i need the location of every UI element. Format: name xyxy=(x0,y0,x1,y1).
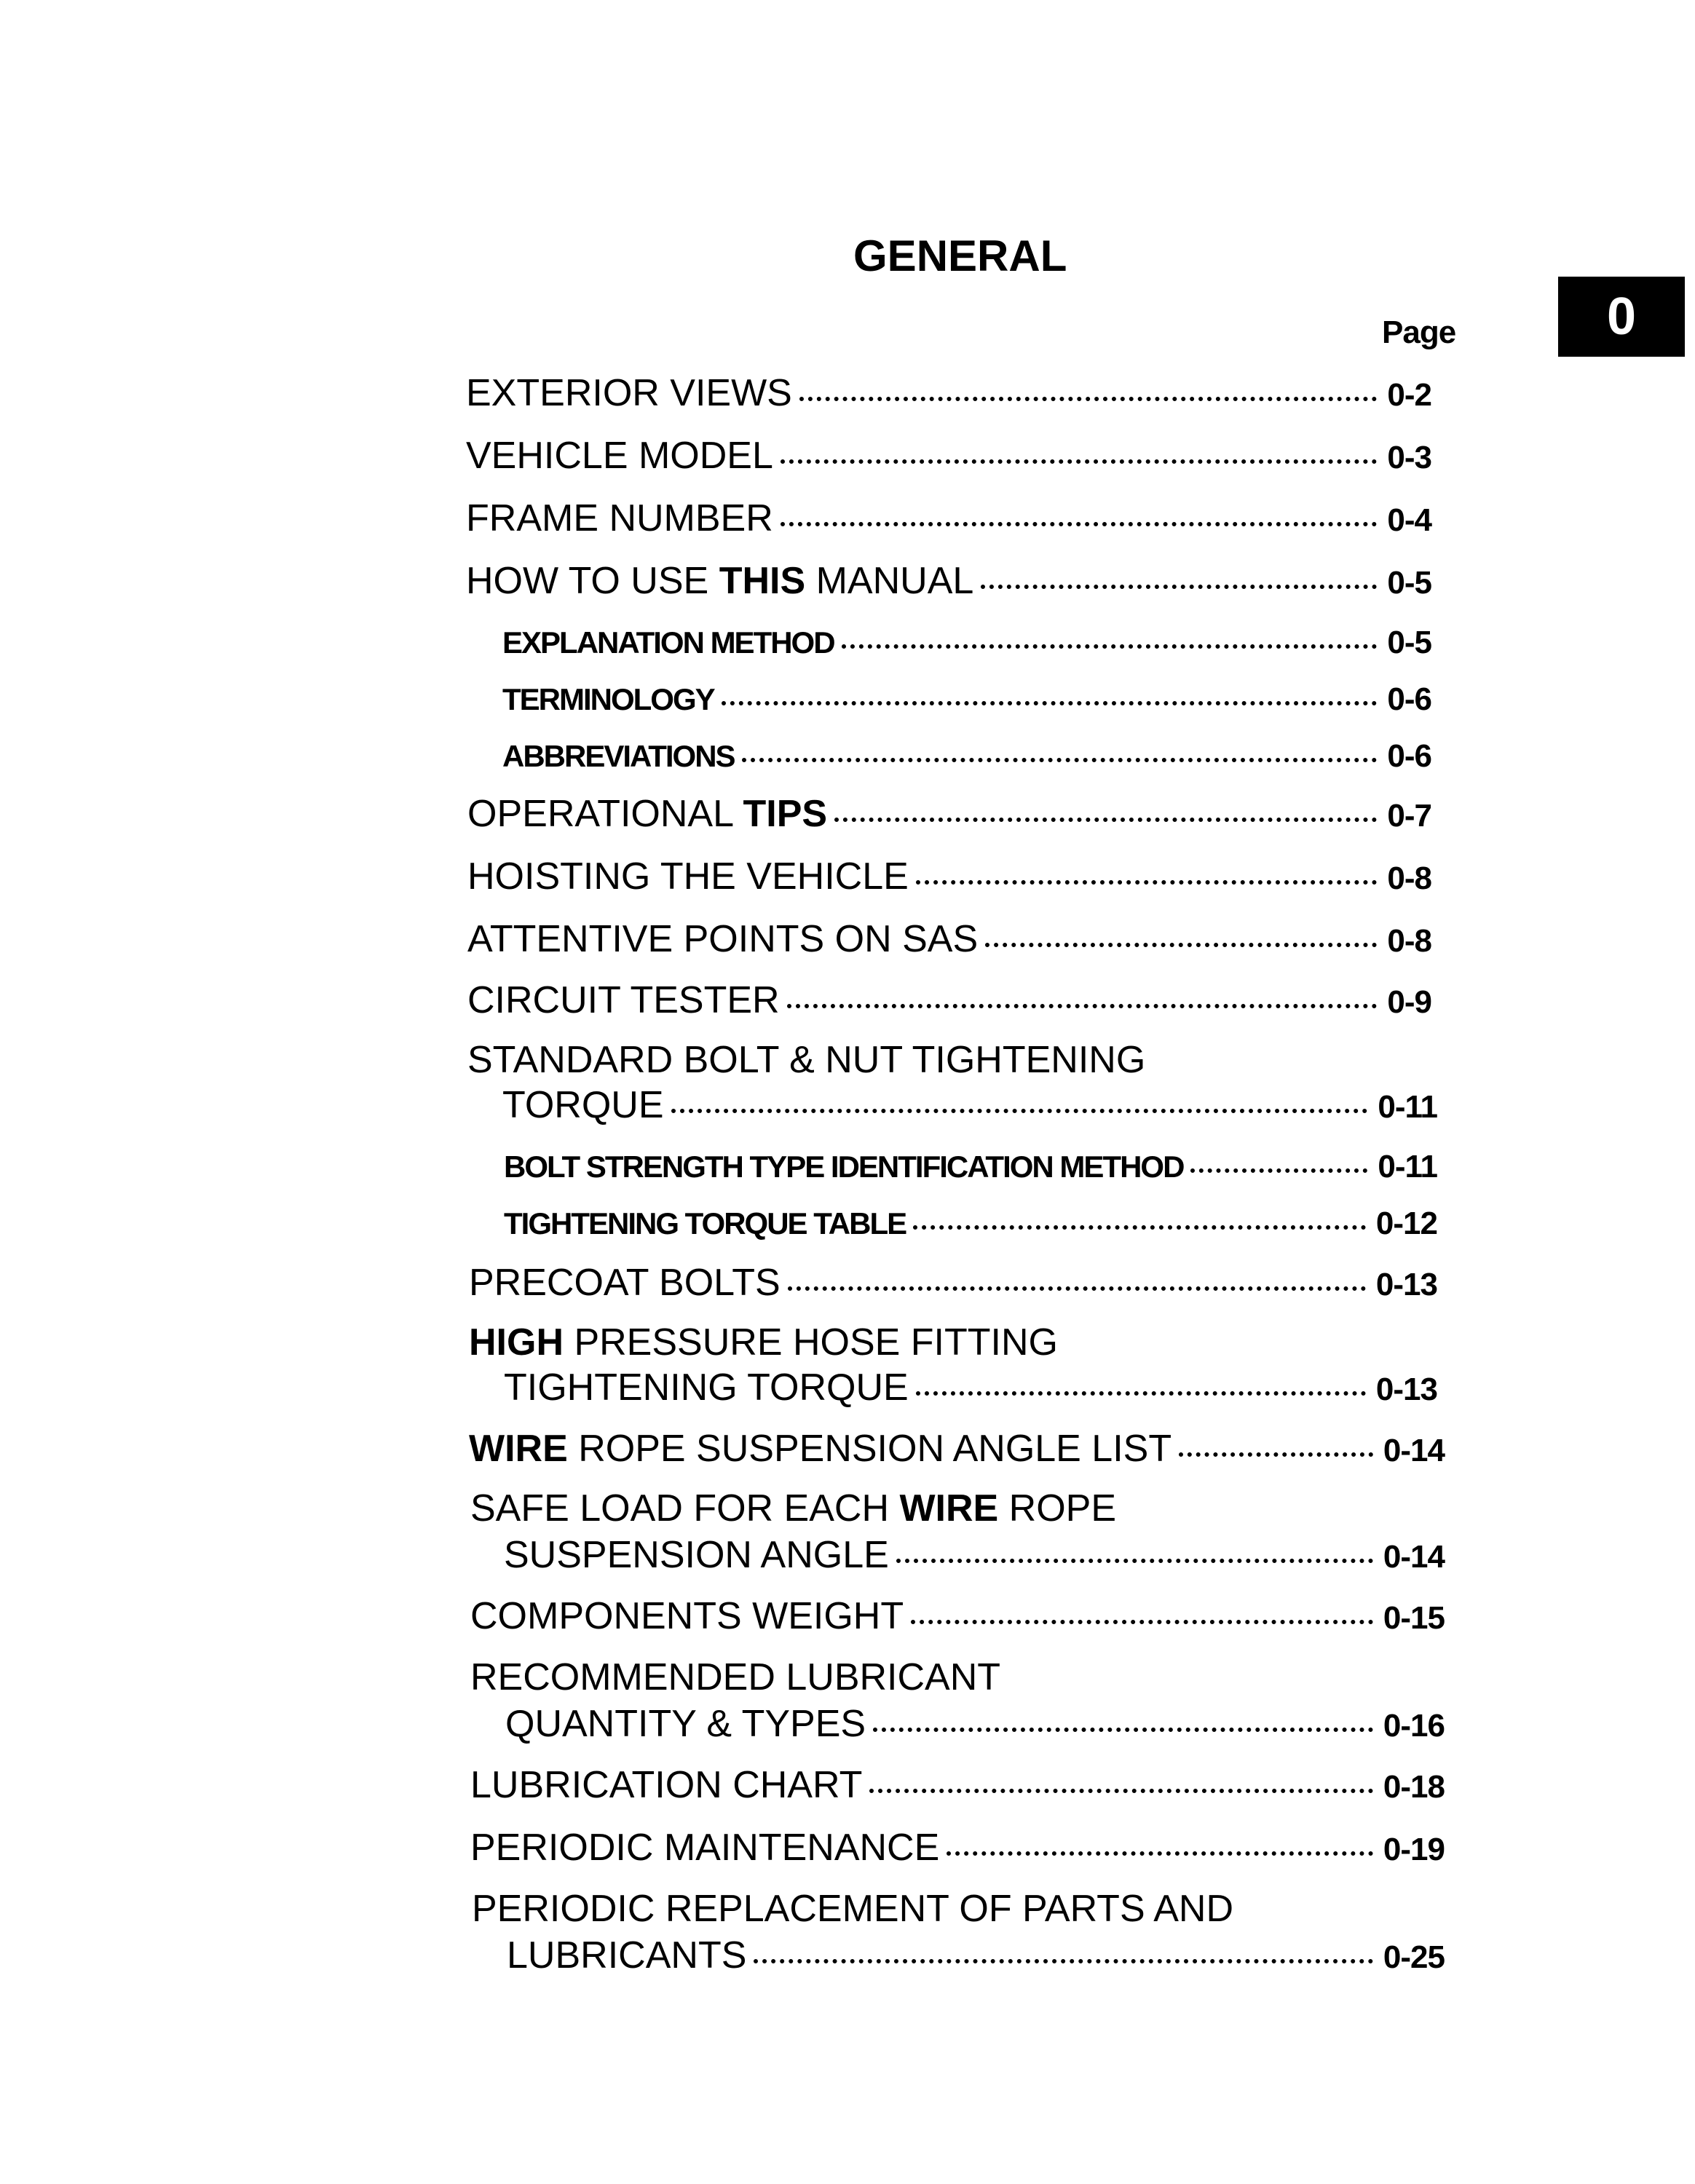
dot-leader xyxy=(787,1004,1378,1008)
toc-entry-label: PERIODIC MAINTENANCE xyxy=(470,1827,940,1869)
toc-entry-page: 0-6 xyxy=(1387,738,1431,774)
toc-entry-page: 0-8 xyxy=(1387,860,1431,896)
toc-entry-page: 0-11 xyxy=(1378,1089,1437,1125)
toc-entry-first-line: PERIODIC REPLACEMENT OF PARTS AND xyxy=(472,1888,1233,1930)
dot-leader xyxy=(842,644,1378,649)
dot-leader xyxy=(754,1959,1373,1963)
toc-entry-label: TORQUE xyxy=(502,1084,664,1126)
toc-entry-label: PRECOAT BOLTS xyxy=(469,1262,781,1304)
toc-entry[interactable] xyxy=(504,1366,1437,1409)
toc-label-part: HOW TO USE xyxy=(466,560,719,602)
dot-leader xyxy=(981,585,1377,589)
toc-label-emphasis: WIRE xyxy=(469,1428,568,1470)
toc-entry-page: 0-8 xyxy=(1387,923,1431,959)
toc-entry-label: TERMINOLOGY xyxy=(502,682,714,716)
toc-entry[interactable] xyxy=(470,1826,1445,1870)
toc-entry[interactable] xyxy=(504,1533,1445,1577)
dot-leader xyxy=(873,1728,1373,1732)
toc-entry-page: 0-14 xyxy=(1383,1433,1445,1468)
toc-entry-label: VEHICLE MODEL xyxy=(466,435,773,477)
toc-label-part: OPERATIONAL xyxy=(467,793,743,835)
toc-subentry[interactable] xyxy=(504,1149,1437,1185)
dot-leader xyxy=(896,1559,1373,1563)
toc-entry[interactable] xyxy=(466,371,1431,415)
dot-leader xyxy=(985,943,1377,947)
toc-entry-page: 0-5 xyxy=(1387,625,1431,660)
dot-leader xyxy=(916,1391,1366,1396)
toc-entry[interactable] xyxy=(505,1702,1445,1746)
toc-entry-first-line: RECOMMENDED LUBRICANT xyxy=(470,1656,1001,1698)
toc-entry[interactable] xyxy=(467,978,1431,1022)
toc-entry-label: FRAME NUMBER xyxy=(466,497,773,539)
toc-label-part: PRESSURE HOSE FITTING xyxy=(564,1321,1058,1364)
toc-entry-page: 0-13 xyxy=(1375,1372,1437,1407)
toc-entry-page: 0-25 xyxy=(1383,1939,1445,1975)
page-title: GENERAL xyxy=(853,232,1067,280)
toc-entry-label: EXPLANATION METHOD xyxy=(502,625,834,660)
toc-entry[interactable] xyxy=(467,855,1431,898)
toc-entry-label xyxy=(469,1427,1172,1471)
toc-entry-page: 0-3 xyxy=(1387,440,1431,475)
toc-entry-page: 0-5 xyxy=(1387,565,1431,601)
dot-leader xyxy=(788,1286,1366,1291)
toc-entry-page: 0-15 xyxy=(1383,1600,1445,1636)
toc-entry-label: CIRCUIT TESTER xyxy=(467,979,780,1021)
toc-entry-label: BOLT STRENGTH TYPE IDENTIFICATION METHOD xyxy=(504,1150,1184,1184)
toc-label-emphasis: HIGH xyxy=(469,1321,564,1364)
toc-subentry[interactable] xyxy=(502,625,1431,661)
toc-entry-label: ATTENTIVE POINTS ON SAS xyxy=(467,918,979,960)
toc-entry[interactable] xyxy=(469,1427,1445,1471)
toc-label-part: MANUAL xyxy=(805,560,974,602)
toc-entry-page: 0-7 xyxy=(1387,798,1431,834)
toc-entry-page: 0-4 xyxy=(1387,502,1431,538)
page-column-header: Page xyxy=(1382,314,1456,350)
toc-entry-label: ABBREVIATIONS xyxy=(502,739,735,773)
toc-entry[interactable] xyxy=(502,1083,1437,1127)
toc-entry-first-line: STANDARD BOLT & NUT TIGHTENING xyxy=(467,1039,1146,1081)
dot-leader xyxy=(947,1851,1373,1856)
dot-leader xyxy=(722,701,1378,705)
toc-entry-page: 0-6 xyxy=(1387,681,1431,717)
toc-entry-label: LUBRICANTS xyxy=(507,1934,747,1977)
toc-entry[interactable] xyxy=(466,559,1431,603)
dot-leader xyxy=(916,880,1378,885)
toc-entry-page: 0-19 xyxy=(1383,1832,1445,1867)
toc-entry-page: 0-2 xyxy=(1387,377,1431,413)
toc-entry[interactable] xyxy=(467,917,1431,961)
dot-leader xyxy=(742,758,1378,762)
dot-leader xyxy=(911,1620,1373,1624)
toc-entry[interactable] xyxy=(469,1261,1437,1305)
dot-leader xyxy=(913,1225,1366,1230)
toc-entry-label: HOISTING THE VEHICLE xyxy=(467,855,909,898)
toc-entry[interactable] xyxy=(466,434,1431,478)
toc-entry-page: 0-13 xyxy=(1375,1267,1437,1302)
toc-entry-label: COMPONENTS WEIGHT xyxy=(470,1595,904,1637)
toc-label-emphasis: TIPS xyxy=(743,793,828,835)
dot-leader xyxy=(1179,1452,1373,1457)
toc-entry-page: 0-14 xyxy=(1383,1539,1445,1575)
toc-entry-label: TIGHTENING TORQUE xyxy=(504,1366,909,1409)
dot-leader xyxy=(781,522,1378,526)
toc-entry-label xyxy=(466,559,973,603)
toc-entry-label: EXTERIOR VIEWS xyxy=(466,372,792,414)
toc-entry-page: 0-11 xyxy=(1378,1149,1437,1184)
dot-leader xyxy=(834,818,1377,822)
toc-label-emphasis: WIRE xyxy=(899,1487,999,1530)
toc-entry-label: TIGHTENING TORQUE TABLE xyxy=(504,1206,906,1241)
toc-entry-page: 0-12 xyxy=(1375,1206,1437,1241)
toc-entry-page: 0-9 xyxy=(1387,984,1431,1020)
dot-leader xyxy=(869,1789,1373,1793)
toc-entry-label: QUANTITY & TYPES xyxy=(505,1703,866,1745)
toc-subentry[interactable] xyxy=(504,1206,1437,1242)
toc-label-part: ROPE xyxy=(998,1487,1117,1530)
toc-entry-first-line xyxy=(470,1487,1116,1530)
toc-subentry[interactable] xyxy=(502,738,1431,775)
toc-entry-label xyxy=(467,792,827,836)
toc-entry-first-line xyxy=(469,1321,1058,1364)
toc-entry-page: 0-18 xyxy=(1383,1769,1445,1805)
toc-entry-label: SUSPENSION ANGLE xyxy=(504,1534,889,1576)
dot-leader xyxy=(799,397,1378,401)
toc-entry[interactable] xyxy=(467,792,1431,836)
dot-leader xyxy=(1190,1168,1367,1173)
toc-entry-page: 0-16 xyxy=(1383,1708,1445,1744)
toc-label-emphasis: THIS xyxy=(719,560,806,602)
dot-leader xyxy=(781,459,1378,464)
dot-leader xyxy=(671,1109,1368,1113)
toc-label-part: SAFE LOAD FOR EACH xyxy=(470,1487,900,1530)
section-tab: 0 xyxy=(1558,277,1685,357)
toc-entry[interactable] xyxy=(470,1763,1445,1807)
toc-label-part: ROPE SUSPENSION ANGLE LIST xyxy=(567,1428,1172,1470)
toc-entry[interactable] xyxy=(470,1594,1445,1638)
toc-entry[interactable] xyxy=(466,496,1431,540)
toc-entry[interactable] xyxy=(507,1934,1445,1977)
toc-entry-label: LUBRICATION CHART xyxy=(470,1764,863,1806)
toc-subentry[interactable] xyxy=(502,681,1431,718)
